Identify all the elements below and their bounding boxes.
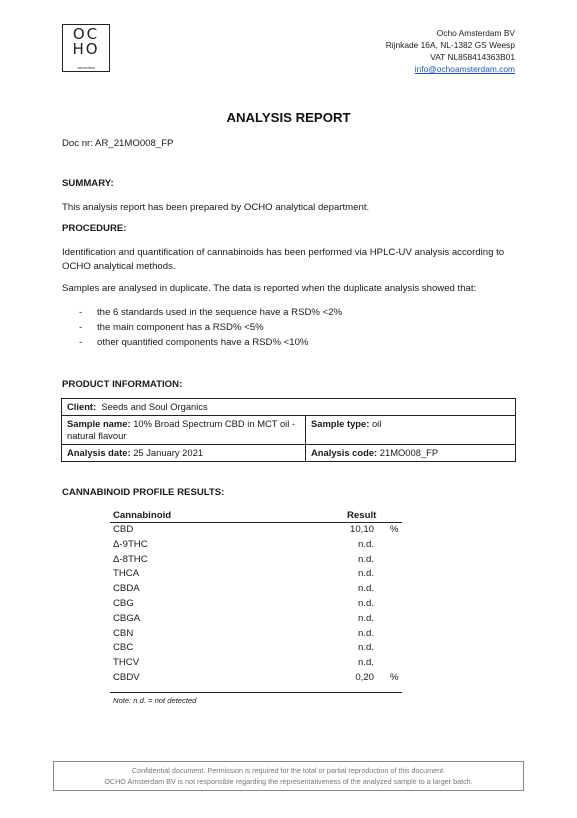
result-unit: % bbox=[390, 524, 399, 535]
table-row bbox=[110, 567, 402, 582]
results-table-body bbox=[110, 523, 402, 686]
cannabinoid-result: n.d. bbox=[357, 553, 374, 565]
report-title: ANALYSIS REPORT bbox=[226, 110, 351, 125]
column-header-result: Result bbox=[347, 510, 377, 521]
sample-type-label: Sample type: bbox=[311, 418, 370, 429]
table-row bbox=[110, 671, 402, 686]
condition-item bbox=[62, 335, 342, 350]
list-dash: - bbox=[79, 322, 83, 333]
cannabinoid-name: CBDA bbox=[113, 583, 140, 595]
cannabinoid-name: CBG bbox=[113, 597, 134, 609]
analysis-code-cell bbox=[306, 445, 516, 462]
confidentiality-footer bbox=[53, 761, 524, 791]
doc-number: Doc nr: AR_21MO008_FP bbox=[62, 138, 174, 149]
cannabinoid-name: THCV bbox=[113, 657, 140, 669]
cannabinoid-result: n.d. bbox=[357, 627, 374, 639]
company-name: Ocho Amsterdam BV bbox=[436, 28, 515, 38]
company-header bbox=[386, 27, 515, 75]
table-row bbox=[62, 445, 516, 462]
table-row bbox=[110, 582, 402, 597]
cannabinoid-name: CBGA bbox=[113, 612, 141, 624]
sample-type-cell bbox=[306, 416, 516, 445]
logo-letters bbox=[63, 27, 109, 57]
procedure-text-2: Samples are analysed in duplicate. The data is reported when the duplicate analysis showed that: bbox=[62, 283, 477, 294]
analysis-code-value: 21MO008_FP bbox=[379, 447, 439, 458]
company-address: Rijnkade 16A, NL-1382 GS Weesp bbox=[385, 40, 515, 50]
analysis-code-label: Analysis code: bbox=[311, 447, 378, 458]
procedure-text-1: Identification and quantification of cannabinoids has been performed via HPLC-UV analysis according to OCHO analytical methods. bbox=[62, 247, 505, 272]
results-note: Note: n.d. = not detected bbox=[113, 696, 197, 705]
table-row bbox=[110, 597, 402, 612]
cannabinoid-result: 0,20 bbox=[355, 671, 374, 683]
table-row bbox=[110, 656, 402, 671]
cannabinoid-result: n.d. bbox=[357, 642, 374, 654]
product-heading: PRODUCT INFORMATION: bbox=[62, 379, 183, 390]
product-info-table bbox=[61, 398, 516, 462]
condition-text: other quantified components have a RSD% <10% bbox=[97, 337, 309, 348]
analysis-date-cell bbox=[62, 445, 306, 462]
condition-item bbox=[62, 320, 342, 335]
logo-letters-bottom: HO bbox=[72, 40, 100, 58]
cannabinoid-name: Δ-8THC bbox=[113, 553, 148, 565]
procedure-heading: PROCEDURE: bbox=[62, 223, 127, 234]
company-vat: VAT NL858414363B01 bbox=[430, 52, 515, 62]
cannabinoid-result: n.d. bbox=[357, 597, 374, 609]
cannabinoid-result: 10,10 bbox=[349, 524, 374, 535]
column-header-cannabinoid: Cannabinoid bbox=[113, 510, 172, 521]
cannabinoid-result: n.d. bbox=[357, 612, 374, 624]
results-table-bottom-rule bbox=[110, 692, 402, 693]
table-row bbox=[110, 641, 402, 656]
condition-text: the 6 standards used in the sequence have a RSD% <2% bbox=[97, 307, 343, 318]
list-dash: - bbox=[79, 307, 83, 318]
table-row bbox=[110, 627, 402, 642]
condition-list bbox=[62, 305, 342, 350]
logo-subtitle: amsterdam bbox=[77, 65, 95, 70]
result-unit: % bbox=[390, 671, 399, 683]
analysis-date-value: 25 January 2021 bbox=[133, 447, 204, 458]
footer-line-1: Confidential document. Permission is required for the total or partial reproduction of this document. bbox=[131, 766, 446, 775]
logo-letters-top: OC bbox=[72, 25, 100, 43]
client-value: Seeds and Soul Organics bbox=[101, 401, 208, 412]
client-label: Client: bbox=[67, 401, 97, 412]
list-dash: - bbox=[79, 337, 83, 348]
company-logo bbox=[62, 24, 110, 72]
table-row bbox=[110, 538, 402, 553]
summary-text: This analysis report has been prepared by OCHO analytical department. bbox=[62, 202, 370, 213]
table-row bbox=[62, 399, 516, 416]
cannabinoid-result: n.d. bbox=[357, 657, 374, 669]
table-row bbox=[110, 612, 402, 627]
table-row bbox=[110, 553, 402, 568]
cannabinoid-name: THCA bbox=[113, 568, 140, 580]
condition-item bbox=[62, 305, 342, 320]
analysis-date-label: Analysis date: bbox=[67, 447, 131, 458]
footer-line-2: OCHO Amsterdam BV is not responsible regarding the representativeness of the analyzed sample to a larger batch. bbox=[104, 777, 473, 786]
cannabinoid-result: n.d. bbox=[357, 538, 374, 550]
cannabinoid-name: CBDV bbox=[113, 671, 140, 683]
cannabinoid-name: CBC bbox=[113, 642, 134, 654]
results-table-header bbox=[110, 508, 402, 523]
cannabinoid-name: CBN bbox=[113, 627, 134, 639]
sample-name-value: 10% Broad Spectrum CBD in MCT oil - natural flavour bbox=[67, 418, 296, 441]
company-email-link[interactable]: info@ochoamsterdam.com bbox=[414, 64, 515, 74]
sample-name-cell bbox=[62, 416, 306, 445]
results-heading: CANNABINOID PROFILE RESULTS: bbox=[62, 487, 225, 498]
cannabinoid-result: n.d. bbox=[357, 583, 374, 595]
cannabinoid-name: Δ-9THC bbox=[113, 538, 148, 550]
sample-name-label: Sample name: bbox=[67, 418, 131, 429]
cannabinoid-result: n.d. bbox=[357, 568, 374, 580]
client-cell bbox=[62, 399, 516, 416]
cannabinoid-name: CBD bbox=[113, 524, 134, 535]
table-row bbox=[62, 416, 516, 445]
summary-heading: SUMMARY: bbox=[62, 178, 114, 189]
table-row bbox=[110, 523, 402, 538]
condition-text: the main component has a RSD% <5% bbox=[97, 322, 264, 333]
sample-type-value: oil bbox=[371, 418, 382, 429]
